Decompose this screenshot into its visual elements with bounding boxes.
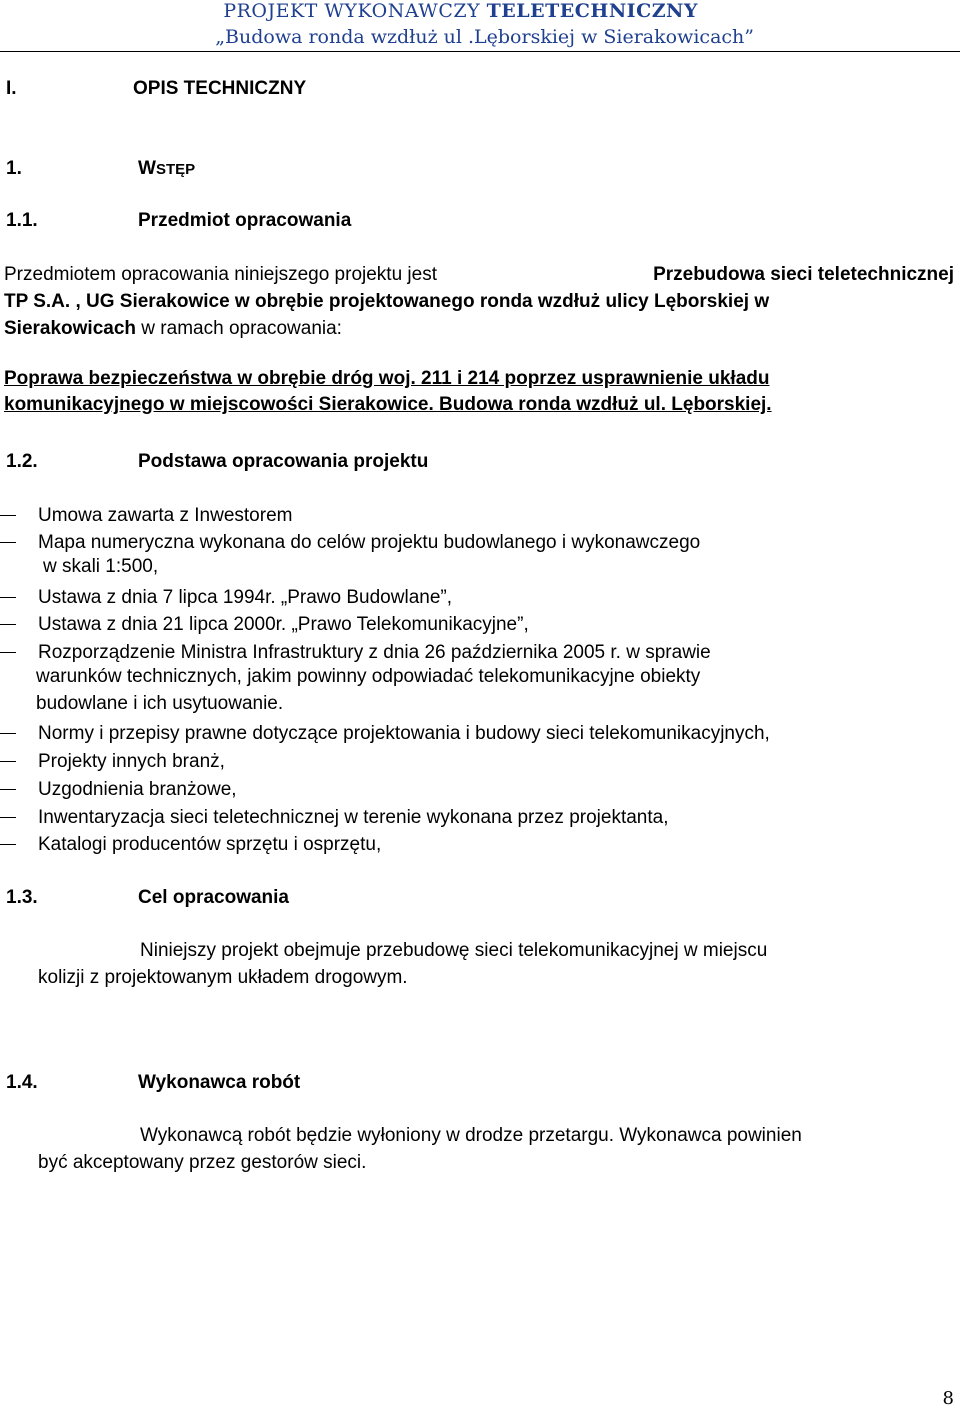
sub-1-3-title: Cel opracowania	[138, 887, 289, 908]
sub-1-1-underlined-1: Poprawa bezpieczeństwa w obrębie dróg woj. 211 i 214 poprzez usprawnienie układu	[4, 368, 770, 389]
sub-1-3-line1: Niniejszy projekt obejmuje przebudowę sieci telekomunikacyjnej w miejscu	[140, 940, 768, 961]
sub-1-1-line3-rest: w ramach opracowania:	[136, 318, 342, 339]
sub-1-1-underlined-2: komunikacyjnego w miejscowości Sierakowice. Budowa ronda wzdłuż ul. Lęborskiej.	[4, 394, 772, 415]
header-subtitle: „Budowa ronda wzdłuż ul .Lęborskiej w Sierakowicach”	[215, 26, 754, 48]
sub-1-3-number: 1.3.	[6, 887, 38, 908]
header-project-prefix: PROJEKT WYKONAWCZY	[223, 0, 487, 22]
header-rule	[0, 51, 960, 52]
dash-bullet	[0, 597, 16, 598]
header-project-title	[223, 0, 698, 22]
dash-bullet	[0, 624, 16, 625]
section-i-title: OPIS TECHNICZNY	[133, 78, 307, 99]
page-number: 8	[942, 1388, 954, 1409]
sub-1-4-title: Wykonawca robót	[138, 1072, 301, 1093]
sub-1-4-line2: być akceptowany przez gestorów sieci.	[38, 1152, 367, 1173]
section-1-title: WSTĘP	[138, 158, 196, 179]
dash-bullet	[0, 761, 16, 762]
sub-1-3-line2: kolizji z projektowanym układem drogowym.	[38, 967, 408, 988]
dash-bullet	[0, 817, 16, 818]
sub-1-1-line2-bold: TP S.A.	[4, 291, 71, 312]
sub-1-1-title: Przedmiot opracowania	[138, 210, 352, 231]
sub-1-1-line2	[4, 291, 769, 313]
sub-1-1-line1-prefix: Przedmiotem opracowania niniejszego projektu jest	[4, 264, 438, 285]
dash-bullet	[0, 542, 16, 543]
section-1-number: 1.	[6, 158, 22, 179]
header-project-bold: TELETECHNICZNY	[486, 0, 698, 22]
list-item-continuation: budowlane i ich usytuowanie.	[36, 693, 284, 714]
sub-1-1-line2-rest: , UG Sierakowice w obrębie projektowanego ronda wzdłuż ulicy Lęborskiej w	[70, 291, 770, 312]
sub-1-4-line1: Wykonawcą robót będzie wyłoniony w drodze przetargu. Wykonawca powinien	[140, 1125, 802, 1146]
sub-1-4-number: 1.4.	[6, 1072, 38, 1093]
sub-1-1-number: 1.1.	[6, 210, 38, 231]
sub-1-1-line3-bold: Sierakowicach	[4, 318, 137, 339]
dash-bullet	[0, 789, 16, 790]
sub-1-2-title: Podstawa opracowania projektu	[138, 451, 429, 472]
dash-bullet	[0, 515, 16, 516]
list-item-continuation: w skali 1:500,	[43, 556, 159, 577]
dash-bullet	[0, 652, 16, 653]
list-item-continuation: warunków technicznych, jakim powinny odpowiadać telekomunikacyjne obiekty	[36, 666, 701, 687]
section-i-number: I.	[6, 78, 17, 99]
dash-bullet	[0, 844, 16, 845]
sub-1-2-number: 1.2.	[6, 451, 38, 472]
sub-1-1-line3	[4, 318, 342, 340]
dash-bullet	[0, 733, 16, 734]
sub-1-1-line1-bold: Przebudowa sieci teletechnicznej	[653, 264, 954, 285]
